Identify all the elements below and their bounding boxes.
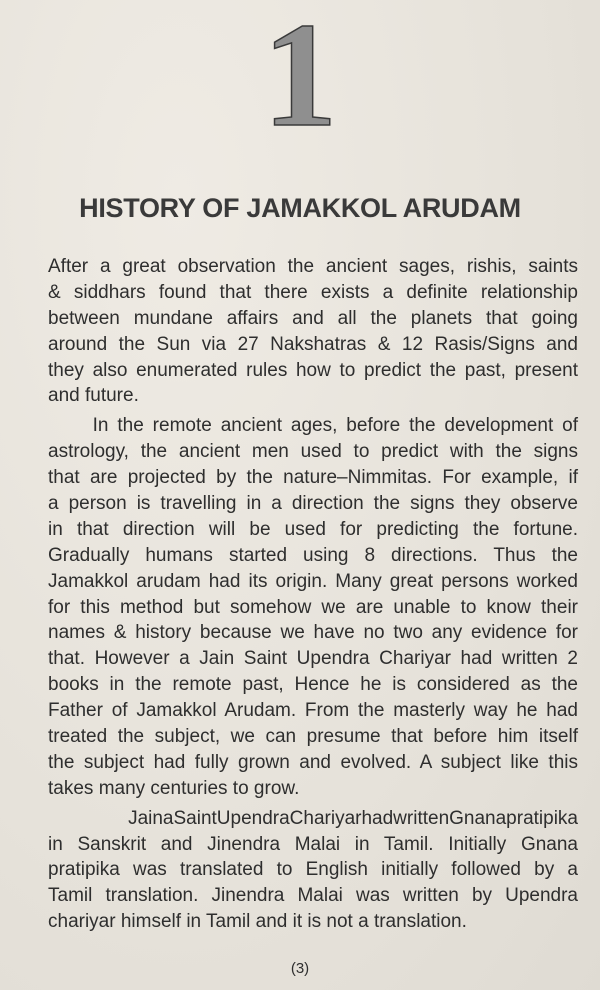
text-line: Gradually humans started using 8 directions. Thus the (48, 544, 578, 566)
text-line: books in the remote past, Hence he is considered as the (48, 674, 578, 696)
text-line: & siddhars found that there exists a definite relationship (48, 281, 578, 303)
paragraph (48, 806, 578, 935)
text-line: chariyar himself in Tamil and it is not a translation. (48, 911, 467, 933)
chapter-number: 1 (262, 0, 338, 158)
body-text (48, 254, 578, 939)
text-line: in that direction will be used for predicting the fortune. (48, 518, 578, 540)
text-line: pratipika was translated to English initially followed by a (48, 859, 578, 881)
text-line: JainaSaintUpendraChariyarhadwrittenGnanapratipika (48, 807, 578, 829)
text-line: in Sanskrit and Jinendra Malai in Tamil. Initially Gnana (48, 833, 578, 855)
text-line: around the Sun via 27 Nakshatras & 12 Rasis/Signs and (48, 333, 578, 355)
text-line: that. However a Jain Saint Upendra Chariyar had written 2 (48, 648, 578, 670)
text-line: treated the subject, we can presume that before him itself (48, 726, 578, 748)
paragraph (48, 254, 578, 409)
text-line: Jamakkol arudam had its origin. Many great persons worked (48, 570, 578, 592)
text-line: takes many centuries to grow. (48, 777, 300, 799)
text-line: that are projected by the nature–Nimmitas. For example, if (48, 467, 578, 489)
text-line: they also enumerated rules how to predict the past, present (48, 359, 578, 381)
text-line: After a great observation the ancient sages, rishis, saints (48, 256, 578, 277)
paragraph (48, 413, 578, 801)
text-line: Father of Jamakkol Arudam. From the masterly way he had (48, 700, 578, 722)
text-line: between mundane affairs and all the planets that going (48, 307, 578, 329)
text-line: a person is travelling in a direction the signs they observe (48, 493, 578, 515)
text-line: Tamil translation. Jinendra Malai was written by Upendra (48, 885, 578, 907)
text-line: and future. (48, 385, 139, 407)
text-line: astrology, the ancient men used to predict with the signs (48, 441, 578, 463)
chapter-title: HISTORY OF JAMAKKOL ARUDAM (79, 193, 521, 223)
page-number: (3) (290, 960, 310, 977)
text-line: for this method but somehow we are unable to know their (48, 596, 578, 618)
text-line: the subject had fully grown and evolved. A subject like this (48, 751, 578, 773)
text-line: names & history because we have no two any evidence for (48, 622, 578, 644)
text-line: In the remote ancient ages, before the development of (48, 415, 578, 437)
